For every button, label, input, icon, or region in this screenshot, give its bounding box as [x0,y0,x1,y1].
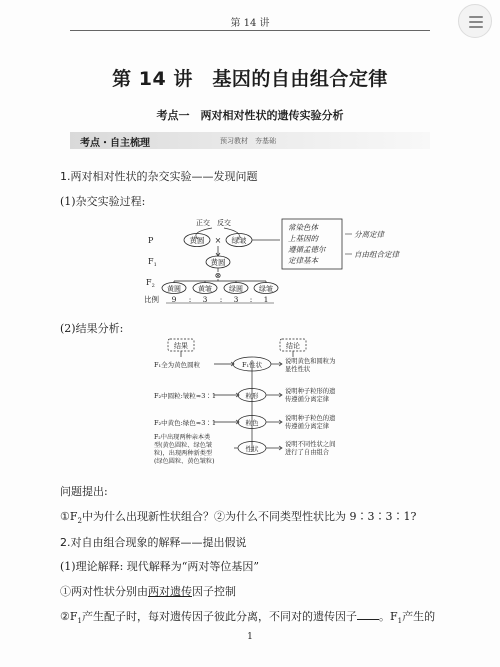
ratio-value-1: 9 [171,295,177,304]
handwritten-note-side-2: 自由组合定律 [354,250,399,259]
menu-icon [469,16,483,18]
section2-item1: (1)理论解释: 现代解释为“两对等位基因” [60,560,260,573]
ratio-sep-1: : [188,295,192,304]
section2-heading: 2.对自由组合现象的解释——提出假说 [60,536,247,549]
page-number: 1 [247,632,253,642]
header-rule [70,30,430,31]
lesson-title: 第 14 讲 基因的自由组合定律 [112,68,388,90]
review-bar [70,132,430,149]
review-bar-tag: 预习教材 夯基础 [220,137,276,145]
fill-in-blank[interactable] [357,609,379,620]
f2-label-3: 绿圆 [229,285,243,293]
parent2-label: 绿皱 [231,236,247,245]
conclusion-2-line-1: 说明种子粒形的遗 [285,388,336,395]
handwritten-note-line-3: 遵循孟德尔 [288,245,326,254]
question-text: $①F_2$中为什么出现新性状组合？②为什么不同类型性状比为 9∶3∶3∶1? [60,510,417,526]
running-header: 第 14 讲 [230,18,270,29]
section1-sub2: (2)结果分析: [60,322,124,335]
f2-label-4: 绿皱 [259,285,273,293]
conclusion-4-line-1: 说明不同性状之间 [285,441,336,448]
gen-label-p: P [148,236,154,245]
ratio-label: 比例 [144,295,159,304]
column-label-results: 结果 [174,342,188,350]
gen-label-f1: $F_1$ [148,257,157,268]
ratio-value-4: 1 [263,295,269,304]
trait-node-3: 粒色 [245,419,259,427]
conclusion-2-line-2: 传遵循分离定律 [285,396,330,403]
f2-label-1: 黄圆 [167,285,181,293]
selfing-symbol: ⊗ [214,271,222,280]
section2-item2: ①两对性状分别由两对遗传因子控制 [60,585,236,598]
ratio-sep-2: : [219,295,223,304]
ratio-value-2: 3 [202,295,208,304]
parent1-label: 黄圆 [189,236,205,245]
trait-node-4: 性状 [245,445,259,453]
gen-label-f2: $F_2$ [146,278,155,289]
f2-label-2: 黄皱 [198,285,212,293]
ratio-sep-3: : [249,295,253,304]
section1-sub1: (1)杂交实验过程: [60,195,146,208]
section1-heading: 1.两对相对性状的杂交实验——发现问题 [60,170,258,183]
handwritten-note-side-1: 分离定律 [354,230,384,239]
column-label-conclusions: 结论 [286,342,300,350]
result-4-line-4: (绿色圆粒、黄色皱粒) [154,458,215,465]
conclusion-3-line-2: 传遵循分离定律 [285,423,330,430]
conclusion-4-line-2: 进行了自由组合 [285,449,330,456]
review-bar-label: 考点・自主梳理 [80,138,150,149]
mating-note: 正交 反交 [196,219,231,227]
result-4-line-2: 型(黄色圆粒、绿色皱 [154,442,213,449]
menu-button[interactable] [458,4,492,38]
handwritten-note-line-1: 常染色体 [288,223,318,232]
analysis-diagram [150,336,370,473]
menu-icon [469,21,483,23]
question-prompt: 问题提出: [60,485,108,498]
handwritten-note-line-4: 定律基本 [288,256,318,265]
result-1: F₁全为黄色圆粒 [154,361,201,369]
menu-icon [469,26,483,28]
trait-node-1: F₁性状 [241,361,263,369]
topic-title: 考点一 两对相对性状的遗传实验分析 [156,109,344,122]
conclusion-1-line-2: 显性性状 [285,366,311,373]
result-2: F₂中圆粒:皱粒≈3∶1 [154,392,217,400]
f1-label: 黄圆 [210,258,226,267]
trait-node-2: 粒形 [245,392,259,400]
handwritten-note-line-2: 上基因的 [288,234,318,243]
conclusion-1-line-1: 说明黄色和圆粒为 [285,358,336,365]
cross-symbol: × [214,236,222,245]
conclusion-3-line-1: 说明种子粒色的遗 [285,415,336,422]
section2-item3: $②F_1$产生配子时，每对遗传因子彼此分离，不同对的遗传因子 。$F_1$产生的 [60,610,436,626]
result-4-line-1: F₂中出现两种亲本类 [154,434,211,441]
result-4-line-3: 粒)，出现两种新类型 [154,450,213,457]
ratio-value-3: 3 [233,295,239,304]
cross-diagram [140,212,440,304]
result-3: F₂中黄色:绿色≈3∶1 [154,419,217,427]
